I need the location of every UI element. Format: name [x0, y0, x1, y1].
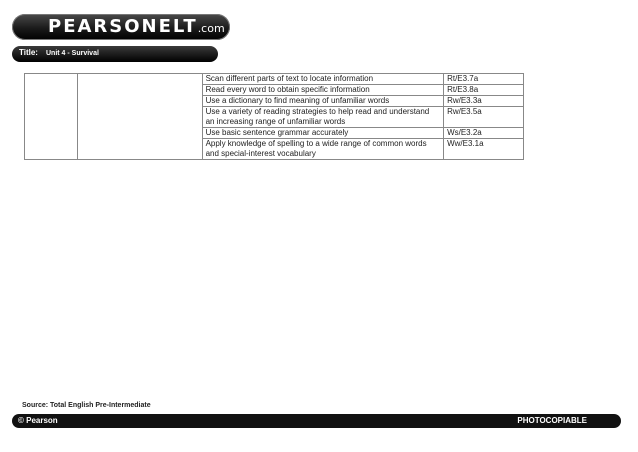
footer-bar	[12, 414, 621, 428]
code-cell: Rt/E3.8a	[444, 85, 524, 96]
copyright-text: © Pearson	[18, 416, 58, 425]
title-value: Unit 4 - Survival	[46, 50, 99, 57]
title-bar	[12, 46, 218, 62]
skills-table	[24, 73, 524, 160]
code-cell: Rw/E3.5a	[444, 107, 524, 128]
empty-cell	[77, 74, 202, 160]
source-note: Source: Total English Pre-Intermediate	[22, 402, 151, 409]
pearson-logo-banner	[12, 14, 230, 40]
title-label: Title:	[19, 48, 38, 57]
skill-cell: Use basic sentence grammar accurately	[202, 128, 444, 139]
code-cell: Ww/E3.1a	[444, 139, 524, 160]
skill-cell: Scan different parts of text to locate information	[202, 74, 444, 85]
skill-cell: Use a variety of reading strategies to help read and understand an increasing range of unfamiliar words	[202, 107, 444, 128]
skill-cell: Apply knowledge of spelling to a wide range of common words and special-interest vocabulary	[202, 139, 444, 160]
skill-cell: Use a dictionary to find meaning of unfamiliar words	[202, 96, 444, 107]
skill-cell: Read every word to obtain specific information	[202, 85, 444, 96]
empty-cell	[25, 74, 78, 160]
pearson-logo: PEARSONELT.com	[48, 16, 225, 37]
table-row	[25, 74, 524, 85]
code-cell: Ws/E3.2a	[444, 128, 524, 139]
code-cell: Rt/E3.7a	[444, 74, 524, 85]
code-cell: Rw/E3.3a	[444, 96, 524, 107]
photocopiable-label: PHOTOCOPIABLE	[517, 416, 587, 425]
